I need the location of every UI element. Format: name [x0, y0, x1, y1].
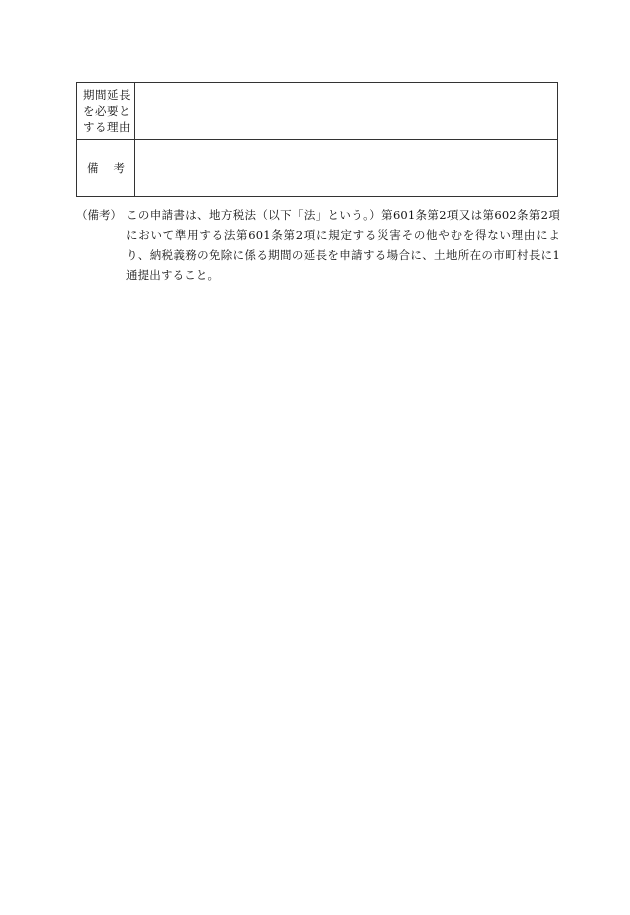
- notes-section: [76, 205, 560, 285]
- remarks-row: [77, 140, 558, 197]
- reason-value-field[interactable]: [135, 83, 558, 140]
- application-form-table: [76, 82, 558, 197]
- remarks-label: [83, 160, 131, 176]
- reason-label-cell: [77, 83, 135, 140]
- remarks-label-char-1: 備: [87, 161, 99, 175]
- reason-row: [77, 83, 558, 140]
- notes-body: この申請書は、地方税法（以下「法」という。）第601条第2項又は第602条第2項において準用する法第601条第2項に規定する災害その他やむを得ない理由により、納税義務の免除に係る期間の延長を申請する場合に、土地所在の市町村長に1通提出すること。: [126, 208, 560, 282]
- remarks-label-cell: [77, 140, 135, 197]
- note-item: [76, 205, 560, 285]
- reason-label: 期間延長を必要とする理由: [83, 88, 131, 134]
- remarks-label-char-2: 考: [113, 161, 125, 175]
- remarks-value-field[interactable]: [135, 140, 558, 197]
- notes-heading: （備考）: [76, 208, 122, 222]
